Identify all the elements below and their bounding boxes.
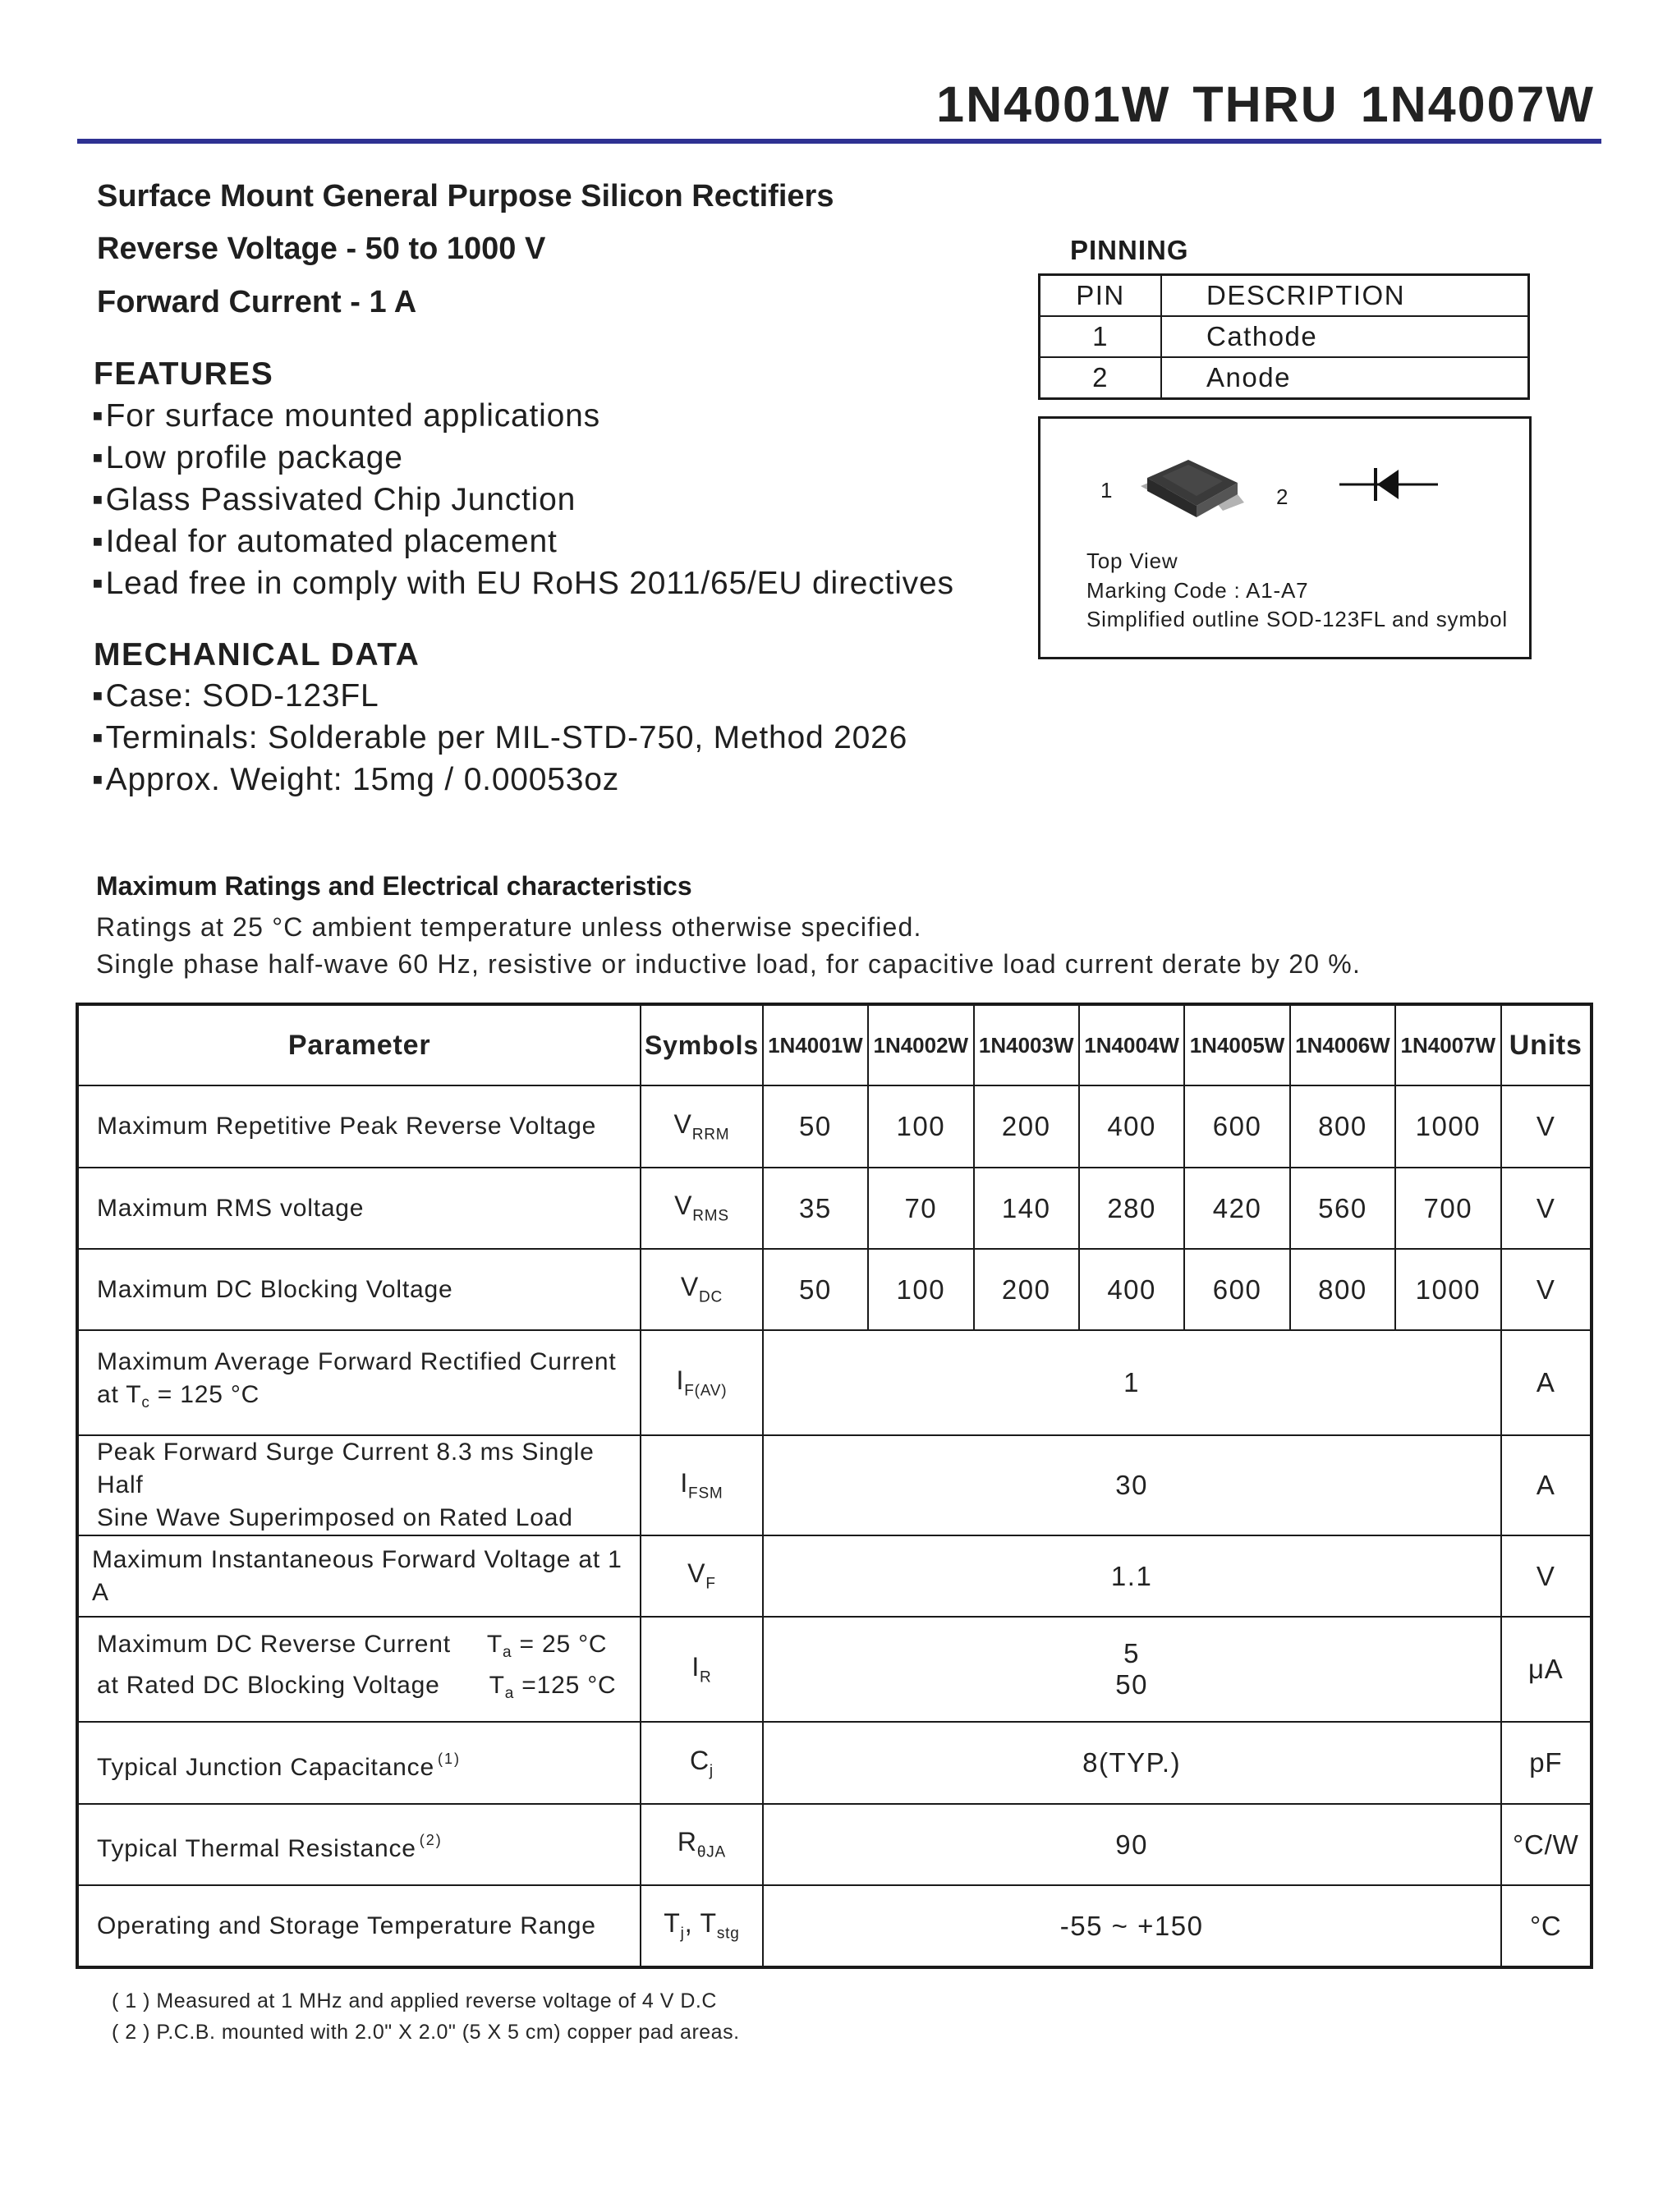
- device-header: 1N4005W: [1184, 1004, 1289, 1085]
- parameter-header: Parameter: [77, 1004, 641, 1085]
- value-cell: 90: [763, 1804, 1501, 1885]
- parameter-subscript: c: [141, 1394, 150, 1411]
- value-cell: 200: [974, 1249, 1079, 1330]
- symbol-subscript: stg: [716, 1925, 740, 1943]
- parameter-text: Typical Junction Capacitance: [97, 1753, 434, 1781]
- table-row: [77, 1330, 1592, 1435]
- top-view-label: Top View: [1086, 548, 1178, 573]
- parameter-line: [97, 1628, 640, 1669]
- parameter-line: [97, 1669, 640, 1710]
- symbol-cell: [641, 1435, 762, 1535]
- symbol-cell: [641, 1168, 762, 1249]
- value-cell: 400: [1079, 1249, 1184, 1330]
- feature-item: ▪ Low profile package: [92, 437, 954, 479]
- symbol-main: I: [676, 1365, 685, 1395]
- feature-item: ▪ Ideal for automated placement: [92, 521, 954, 562]
- table-row: [77, 1168, 1592, 1249]
- pin1-label: 1: [1100, 478, 1114, 503]
- package-outline-box: [1038, 416, 1532, 659]
- symbol-cell: [641, 1722, 762, 1804]
- pinning-header-row: [1040, 275, 1529, 317]
- symbol-main: T: [664, 1908, 681, 1939]
- pinning-row: [1040, 357, 1529, 399]
- footnote-reference: (1): [437, 1750, 461, 1767]
- table-row: [77, 1617, 1592, 1722]
- feature-item: ▪ Lead free in comply with EU RoHS 2011/65/EU directives: [92, 562, 954, 604]
- pin-column-header: PIN: [1040, 275, 1162, 317]
- pin-description: Anode: [1161, 357, 1529, 399]
- value-cell: -55 ~ +150: [763, 1885, 1501, 1967]
- mechanical-item: ▪ Terminals: Solderable per MIL-STD-750, Method 2026: [92, 717, 907, 759]
- ratings-note: Ratings at 25 °C ambient temperature unless otherwise specified.: [96, 912, 922, 942]
- symbol-main: I: [691, 1651, 700, 1682]
- forward-current-spec: Forward Current - 1 A: [97, 285, 417, 319]
- device-header: 1N4003W: [974, 1004, 1079, 1085]
- mechanical-item: ▪ Approx. Weight: 15mg / 0.00053oz: [92, 759, 907, 801]
- value-cell: [763, 1617, 1501, 1722]
- footnote-reference: (2): [419, 1832, 443, 1848]
- part-number-title: 1N4001W THRU 1N4007W: [936, 76, 1595, 132]
- symbol-subscript: RMS: [692, 1207, 729, 1225]
- condition-value: =125 °C: [514, 1672, 617, 1699]
- parameter-cell: Maximum DC Blocking Voltage: [77, 1249, 641, 1330]
- pin-number: 2: [1040, 357, 1162, 399]
- features-title: FEATURES: [94, 356, 274, 392]
- value-cell: 1000: [1395, 1249, 1500, 1330]
- value-cell: 100: [868, 1085, 973, 1168]
- parameter-cell: [77, 1435, 641, 1535]
- unit-cell: °C: [1501, 1885, 1592, 1967]
- symbol-subscript: RRM: [691, 1126, 730, 1144]
- outline-caption: Simplified outline SOD-123FL and symbol: [1086, 607, 1508, 631]
- condition-text: [489, 1669, 617, 1710]
- parameter-cell: [77, 1804, 641, 1885]
- device-header: 1N4002W: [868, 1004, 973, 1085]
- feature-item: ▪ For surface mounted applications: [92, 395, 954, 437]
- unit-cell: V: [1501, 1535, 1592, 1617]
- mechanical-item: ▪ Case: SOD-123FL: [92, 675, 907, 717]
- ratings-title: Maximum Ratings and Electrical characteristics: [96, 871, 692, 901]
- symbol-cell: [641, 1617, 762, 1722]
- value-cell: 200: [974, 1085, 1079, 1168]
- unit-cell: V: [1501, 1085, 1592, 1168]
- parameter-line: [97, 1379, 640, 1420]
- symbol-main: V: [674, 1191, 693, 1221]
- parameter-text: at Rated DC Blocking Voltage: [97, 1672, 440, 1699]
- symbol-main: C: [689, 1745, 710, 1775]
- sod123fl-package-icon: [1131, 450, 1262, 532]
- symbol-subscript: R: [700, 1668, 712, 1687]
- pinning-table: [1038, 273, 1530, 400]
- parameter-cell: Maximum Instantaneous Forward Voltage at 1 A: [77, 1535, 641, 1617]
- feature-item: ▪ Glass Passivated Chip Junction: [92, 479, 954, 521]
- value-cell: 800: [1290, 1085, 1395, 1168]
- table-row: [77, 1722, 1592, 1804]
- condition-symbol: T: [489, 1672, 505, 1699]
- unit-cell: A: [1501, 1435, 1592, 1535]
- symbol-cell: [641, 1330, 762, 1435]
- value-cell: 560: [1290, 1168, 1395, 1249]
- value-cell: 140: [974, 1168, 1079, 1249]
- device-header: 1N4001W: [763, 1004, 868, 1085]
- footnote: ( 2 ) P.C.B. mounted with 2.0" X 2.0" (5 X 5 cm) copper pad areas.: [112, 2021, 740, 2044]
- header-rule: [77, 139, 1601, 144]
- unit-cell: A: [1501, 1330, 1592, 1435]
- device-header: 1N4007W: [1395, 1004, 1500, 1085]
- table-row: [77, 1435, 1592, 1535]
- value-cell: 1000: [1395, 1085, 1500, 1168]
- parameter-cell: [77, 1617, 641, 1722]
- product-description: Surface Mount General Purpose Silicon Rectifiers: [97, 179, 834, 213]
- value-cell: 420: [1184, 1168, 1289, 1249]
- value-cell: 50: [763, 1085, 868, 1168]
- table-row: [77, 1885, 1592, 1967]
- parameter-line: Peak Forward Surge Current 8.3 ms Single Half: [97, 1439, 595, 1498]
- parameter-text: at T: [97, 1381, 142, 1408]
- unit-cell: pF: [1501, 1722, 1592, 1804]
- symbol-subscript: DC: [699, 1288, 723, 1306]
- symbol-main: R: [677, 1827, 697, 1857]
- parameter-text: Typical Thermal Resistance: [97, 1835, 416, 1862]
- device-header: 1N4004W: [1079, 1004, 1184, 1085]
- parameter-cell: Maximum Repetitive Peak Reverse Voltage: [77, 1085, 641, 1168]
- value-cell: 30: [763, 1435, 1501, 1535]
- symbol-subscript: F(AV): [684, 1382, 728, 1400]
- value-cell: 50: [763, 1249, 868, 1330]
- pin-number: 1: [1040, 316, 1162, 357]
- value-cell: 70: [868, 1168, 973, 1249]
- symbol-cell: [641, 1085, 762, 1168]
- value-cell: 100: [868, 1249, 973, 1330]
- symbol-main: I: [680, 1467, 689, 1498]
- parameter-line: Sine Wave Superimposed on Rated Load: [97, 1504, 573, 1531]
- symbol-subscript: FSM: [688, 1485, 723, 1503]
- features-list: [92, 395, 954, 604]
- marking-code: Marking Code : A1-A7: [1086, 578, 1309, 603]
- diode-symbol-icon: [1336, 461, 1441, 507]
- footnote: ( 1 ) Measured at 1 MHz and applied reverse voltage of 4 V D.C: [112, 1989, 717, 2012]
- symbol-cell: [641, 1804, 762, 1885]
- table-row: [77, 1804, 1592, 1885]
- condition-value: = 25 °C: [512, 1631, 608, 1658]
- condition-subscript: a: [503, 1644, 512, 1661]
- value-cell: 1.1: [763, 1535, 1501, 1617]
- table-row: [77, 1535, 1592, 1617]
- symbol-main: V: [673, 1108, 692, 1139]
- symbol-cell: [641, 1535, 762, 1617]
- device-header: 1N4006W: [1290, 1004, 1395, 1085]
- parameter-text: Maximum DC Reverse Current: [97, 1631, 451, 1658]
- value-cell: 8(TYP.): [763, 1722, 1501, 1804]
- value-cell: 400: [1079, 1085, 1184, 1168]
- symbol-main: V: [687, 1558, 706, 1589]
- condition-text: [487, 1628, 607, 1669]
- value-cell: 600: [1184, 1085, 1289, 1168]
- pinning-row: [1040, 316, 1529, 357]
- value-cell: 35: [763, 1168, 868, 1249]
- table-row: [77, 1085, 1592, 1168]
- unit-cell: V: [1501, 1249, 1592, 1330]
- ratings-table: [76, 1003, 1593, 1969]
- symbol-main: , T: [684, 1908, 717, 1939]
- condition-symbol: T: [486, 1631, 503, 1658]
- parameter-text: = 125 °C: [149, 1381, 260, 1408]
- mechanical-data-title: MECHANICAL DATA: [94, 637, 420, 672]
- unit-cell: °C/W: [1501, 1804, 1592, 1885]
- mechanical-data-list: [92, 675, 907, 801]
- symbol-subscript: θJA: [696, 1843, 726, 1861]
- ratings-note: Single phase half-wave 60 Hz, resistive or inductive load, for capacitive load current derate by 20 %.: [96, 949, 1362, 979]
- value-line: 50: [1115, 1669, 1148, 1700]
- symbol-cell: [641, 1885, 762, 1967]
- condition-subscript: a: [504, 1685, 515, 1702]
- unit-cell: V: [1501, 1168, 1592, 1249]
- value-cell: 600: [1184, 1249, 1289, 1330]
- parameter-cell: Maximum RMS voltage: [77, 1168, 641, 1249]
- description-column-header: DESCRIPTION: [1161, 275, 1529, 317]
- pin-description: Cathode: [1161, 316, 1529, 357]
- parameter-line: Maximum Average Forward Rectified Current: [97, 1348, 617, 1375]
- pin2-label: 2: [1276, 484, 1289, 509]
- value-cell: 1: [763, 1330, 1501, 1435]
- symbol-subscript: F: [705, 1575, 716, 1593]
- value-cell: 700: [1395, 1168, 1500, 1249]
- reverse-voltage-spec: Reverse Voltage - 50 to 1000 V: [97, 232, 546, 266]
- parameter-cell: [77, 1330, 641, 1435]
- table-row: [77, 1249, 1592, 1330]
- table-header-row: [77, 1004, 1592, 1085]
- unit-cell: μA: [1501, 1617, 1592, 1722]
- value-cell: 800: [1290, 1249, 1395, 1330]
- value-cell: 280: [1079, 1168, 1184, 1249]
- symbol-cell: [641, 1249, 762, 1330]
- parameter-cell: [77, 1722, 641, 1804]
- units-header: Units: [1501, 1004, 1592, 1085]
- value-line: 5: [1123, 1638, 1141, 1668]
- parameter-cell: Operating and Storage Temperature Range: [77, 1885, 641, 1967]
- symbol-main: V: [680, 1272, 699, 1302]
- symbol-subscript: j: [680, 1925, 685, 1943]
- symbol-subscript: j: [709, 1762, 714, 1780]
- pinning-title: PINNING: [1070, 235, 1189, 265]
- symbols-header: Symbols: [641, 1004, 762, 1085]
